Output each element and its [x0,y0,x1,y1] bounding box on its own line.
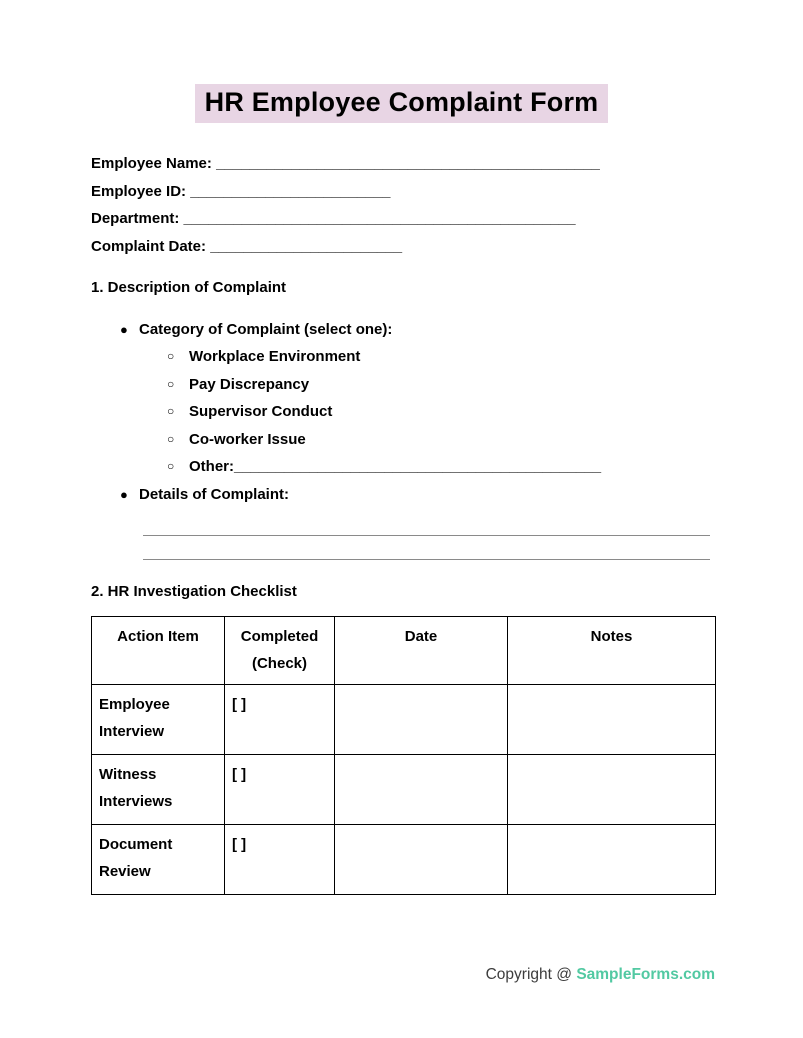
category-label: Category of Complaint (select one): [139,320,393,338]
option-other [91,453,715,481]
option-pay-discrepancy [91,371,715,399]
copyright-text: Copyright @ [485,966,572,983]
form-content [91,150,715,895]
details-write-line[interactable] [143,536,710,560]
action-item-cell: Witness Interviews [92,754,225,824]
option-coworker-issue [91,426,715,454]
field-complaint-date [91,233,715,261]
notes-cell[interactable] [508,684,716,754]
title-block [0,84,803,123]
action-item-cell: Employee Interview [92,684,225,754]
details-write-line[interactable] [143,512,710,536]
column-header-notes: Notes [508,616,716,684]
circle-bullet-icon: ○ [167,431,175,446]
footer [486,963,715,987]
other-blank[interactable]: ____________________________________________ [234,458,602,475]
field-employee-name [91,150,715,178]
column-header-action-item: Action Item [92,616,225,684]
checkbox-cell[interactable]: [ ] [225,684,335,754]
field-employee-id [91,178,715,206]
option-label: Supervisor Conduct [189,403,333,420]
option-label: Co-worker Issue [189,430,306,448]
circle-bullet-icon: ○ [167,404,175,418]
checkbox-cell[interactable]: [ ] [225,754,335,824]
section1-heading: 1. Description of Complaint [91,279,287,296]
employee-id-blank[interactable]: ________________________ [190,182,391,200]
checkbox-cell[interactable]: [ ] [225,824,335,894]
page-title: HR Employee Complaint Form [195,84,609,123]
circle-bullet-icon: ○ [167,376,175,391]
investigation-checklist-table [91,616,716,895]
circle-bullet-icon: ○ [167,349,175,363]
option-supervisor-conduct [91,398,715,426]
action-item-cell: Document Review [92,824,225,894]
employee-name-blank[interactable]: ______________________________________________ [216,155,600,172]
date-cell[interactable] [335,754,508,824]
column-header-completed: Completed (Check) [225,616,335,684]
details-label: Details of Complaint: [139,485,290,503]
other-label: Other: [189,458,234,475]
table-row [92,684,716,754]
department-blank[interactable]: _______________________________________________ [183,210,576,227]
notes-cell[interactable] [508,824,716,894]
circle-bullet-icon: ○ [167,459,175,473]
date-cell[interactable] [335,824,508,894]
column-header-date: Date [335,616,508,684]
employee-id-label: Employee ID: [91,182,187,200]
bullet-icon: ● [120,321,128,337]
employee-name-label: Employee Name: [91,155,212,172]
footer-link[interactable]: SampleForms.com [576,966,715,983]
notes-cell[interactable] [508,754,716,824]
table-row [92,754,716,824]
table-header-row [92,616,716,684]
table-row [92,824,716,894]
department-label: Department: [91,210,180,227]
option-workplace-environment [91,343,715,371]
section2-heading: 2. HR Investigation Checklist [91,583,297,600]
complaint-date-blank[interactable]: _______________________ [210,237,403,255]
field-department [91,205,715,233]
complaint-date-label: Complaint Date: [91,237,207,255]
category-item [91,316,715,344]
date-cell[interactable] [335,684,508,754]
option-label: Workplace Environment [189,348,361,365]
bullet-icon: ● [120,486,128,502]
details-item [91,481,715,509]
option-label: Pay Discrepancy [189,375,310,393]
